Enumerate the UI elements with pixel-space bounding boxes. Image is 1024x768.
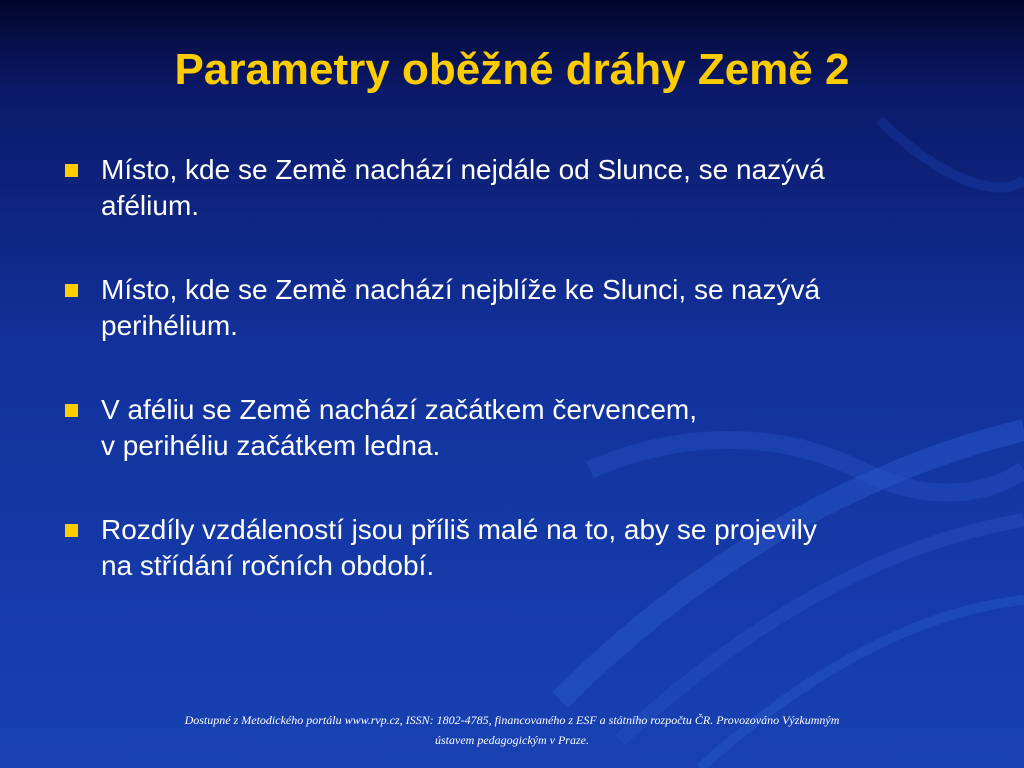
- bullet-text: Rozdíly vzdáleností jsou příliš malé na to, aby se projevily na střídání ročních období.: [101, 514, 817, 581]
- square-bullet-icon: [65, 524, 78, 537]
- bullet-list: [58, 152, 978, 632]
- bullet-item-afelium: [58, 152, 978, 224]
- square-bullet-icon: [65, 164, 78, 177]
- bullet-item-perihelium: [58, 272, 978, 344]
- square-bullet-icon: [65, 404, 78, 417]
- bullet-text: Místo, kde se Země nachází nejblíže ke Slunci, se nazývá perihélium.: [101, 274, 821, 341]
- footer-line-1: Dostupné z Metodického portálu www.rvp.cz, ISSN: 1802-4785, financovaného z ESF a státního rozpočtu ČR. Provozováno Výzkumným: [184, 713, 840, 727]
- bullet-text: Místo, kde se Země nachází nejdále od Slunce, se nazývá afélium.: [101, 154, 825, 221]
- slide-title: Parametry oběžné dráhy Země 2: [174, 45, 850, 94]
- footer-attribution: [70, 710, 954, 750]
- square-bullet-icon: [65, 284, 78, 297]
- bullet-item-distance-differences: [58, 512, 978, 584]
- bullet-text: V aféliu se Země nachází začátkem červencem, v perihéliu začátkem ledna.: [101, 394, 698, 461]
- bullet-item-dates: [58, 392, 978, 464]
- footer-line-2: ústavem pedagogickým v Praze.: [435, 733, 589, 747]
